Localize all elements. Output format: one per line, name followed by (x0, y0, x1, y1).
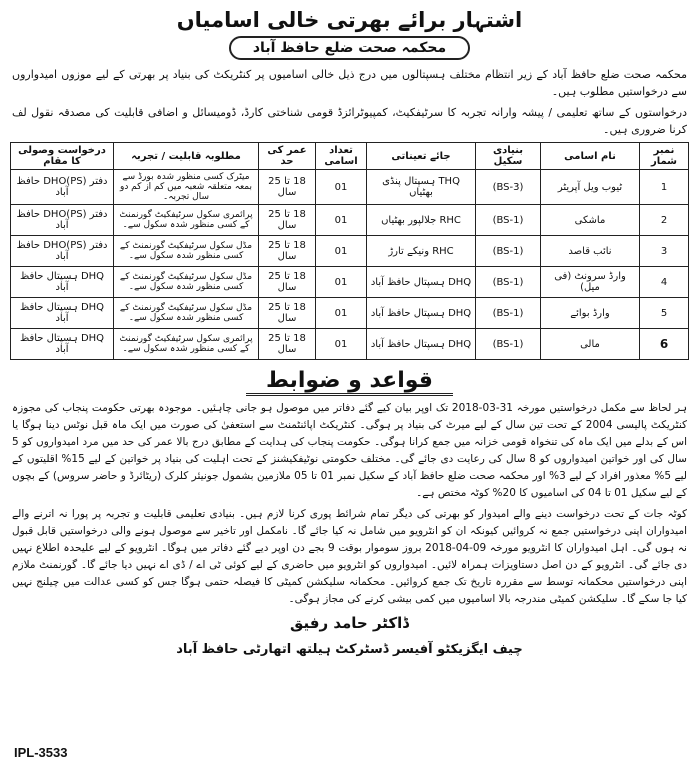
header-age: عمر کی حد (259, 143, 316, 170)
cell-place: THQ ہسپتال پنڈی بھٹیاں (367, 170, 476, 205)
cell-post: مالی (541, 329, 640, 360)
table-row (11, 267, 689, 298)
cell-post: نائب قاصد (541, 236, 640, 267)
cell-scale: (BS-3) (476, 170, 541, 205)
header-scale: بنیادی سکیل (476, 143, 541, 170)
cell-place: DHQ ہسپتال حافظ آباد (367, 267, 476, 298)
cell-count: 01 (316, 170, 367, 205)
table-row (11, 329, 689, 360)
rules-paragraph-1: ہر لحاظ سے مکمل درخواستیں مورخہ 31-03-2018 تک اوپر بیان کیے گئے دفاتر میں موصول ہو جانی چاہئیں۔ موجودہ بھرتی حکومت پنجاب کی مجوزہ کنٹریکٹ پالیسی 2004 کے تحت تین سال کے لیے میرٹ کی بنیاد پر ہوگی۔ کنٹریکٹ اپائنٹمنٹ سے استعفیٰ کی صورت میں ایک ماہ قبل نوٹس دینا ہوگا یا اس کے بدلے میں ایک ماہ کی تنخواہ قومی خزانہ میں جمع کرانا ہوگی۔ حکومت پنجاب کی ہدایت کے مطابق درج بالا عمر کی حد میں مرد امیدواروں کو 5 سال کی اور خواتین امیدواروں کو 8 سال کی رعایت دی جائے گی۔ مختلف حکومتی نوٹیفکیشنز کے تحت اہلیت کی بنیاد پر خواتین کے لیے 15% اقلیتوں کے لیے 5% معذور افراد کے لیے 3% اور محکمہ صحت ضلع حافظ آباد کے سکیل نمبر 01 تا 05 ملازمین بشمول جونیئر کلرک (ریٹائرڈ و حاضر سروس) کے بچوں کے لیے سکیل 01 تا 04 کی اسامیوں کا 20% کوٹہ مختص ہے۔ (12, 402, 687, 499)
cell-count: 01 (316, 329, 367, 360)
cell-post: ٹیوب ویل آپریٹر (541, 170, 640, 205)
cell-apply: DHQ ہسپتال حافظ آباد (11, 267, 114, 298)
cell-post: وارڈ سرونٹ (فی میل) (541, 267, 640, 298)
table-row (11, 236, 689, 267)
department-title: محکمہ صحت ضلع حافظ آباد (229, 36, 470, 60)
cell-sr: 4 (640, 267, 689, 298)
cell-requirement: مڈل سکول سرٹیفکیٹ گورنمنٹ کے کسی منظور شدہ سکول سے۔ (114, 236, 259, 267)
vacancies-table (10, 142, 689, 360)
cell-age: 18 تا 25 سال (259, 329, 316, 360)
cell-apply: DHQ ہسپتال حافظ آباد (11, 298, 114, 329)
cell-apply: دفتر DHO(PS) حافظ آباد (11, 236, 114, 267)
header-sr: نمبر شمار (640, 143, 689, 170)
header-count: تعداد اسامی (316, 143, 367, 170)
cell-count: 01 (316, 298, 367, 329)
cell-place: RHC جلالپور بھٹیاں (367, 205, 476, 236)
cell-age: 18 تا 25 سال (259, 236, 316, 267)
cell-sr: 3 (640, 236, 689, 267)
cell-post: ماشکی (541, 205, 640, 236)
cell-sr: 1 (640, 170, 689, 205)
cell-scale: (BS-1) (476, 267, 541, 298)
cell-scale: (BS-1) (476, 236, 541, 267)
cell-scale: (BS-1) (476, 205, 541, 236)
header-apply: درخواست وصولی کا مقام (11, 143, 114, 170)
cell-sr: 6 (640, 329, 689, 360)
table-header-row (11, 143, 689, 170)
header-post: نام اسامی (541, 143, 640, 170)
signature-block (10, 614, 689, 657)
rules-heading-wrap (10, 368, 689, 396)
cell-requirement: مڈل سکول سرٹیفکیٹ گورنمنٹ کے کسی منظور شدہ سکول سے۔ (114, 267, 259, 298)
cell-requirement: میٹرک کسی منظور شدہ بورڈ سے بمعہ متعلقہ شعبہ میں کم از کم دو سال تجربہ۔ (114, 170, 259, 205)
cell-place: DHQ ہسپتال حافظ آباد (367, 298, 476, 329)
cell-age: 18 تا 25 سال (259, 170, 316, 205)
table-row (11, 298, 689, 329)
page-headline: اشتہار برائے بھرتی خالی اسامیاں (176, 8, 523, 32)
documents-note: درخواستوں کے ساتھ تعلیمی / پیشہ وارانہ تجربہ کا سرٹیفکیٹ، کمپیوٹرائزڈ قومی شناختی کارڈ، ڈومیسائل و اضافی قابلیت کی مصدقہ نقول لف کرنا ضروری ہیں۔ (12, 106, 687, 136)
ipl-code: IPL-3533 (14, 745, 68, 760)
department-wrap (10, 36, 689, 60)
signatory-title: چیف ایگزیکٹو آفیسر ڈسٹرکٹ ہیلتھ اتھارٹی حافظ آباد (176, 642, 523, 657)
cell-age: 18 تا 25 سال (259, 298, 316, 329)
cell-count: 01 (316, 236, 367, 267)
rules-paragraph-2: کوٹہ جات کے تحت درخواست دینے والے امیدوار کو بھرتی کی دیگر تمام شرائط پوری کرنا لازم ہیں۔ بنیادی تعلیمی قابلیت و تجربہ پر پورا نہ اترنے والے امیدواران اپنی درخواستیں جمع نہ کروائیں کیونکہ ان کو انٹرویو میں شامل نہ کیا جائے گا۔ نامکمل اور تاخیر سے موصول ہونے والی درخواستیں قابل قبول نہ ہوں گی۔ اہل امیدواران کا انٹرویو مورخہ 09-04-2018 بروز سوموار بوقت 9 بجے دن اوپر دیے گئے دفاتر میں ہوگا۔ انٹرویو کے لیے علیحدہ اطلاع نہیں دی جائے گی۔ انٹرویو کے دن اصل دستاویزات ہمراہ لائیں۔ امیدواروں کو انٹرویو میں حاضری کے لیے کوئی ٹی اے / ڈی اے نہیں دیا جائے گا۔ گورنمنٹ ملازم اپنی درخواستیں محکمانہ توسط سے مقررہ تاریخ تک جمع کروائیں۔ محکمانہ سلیکشن کمیٹی کا فیصلہ حتمی ہوگا جس کو کسی عدالت میں چیلنج نہیں کیا جا سکے گا۔ سلیکشن کمیٹی مندرجہ بالا اسامیوں میں کمی بیشی کرنے کی مجاز ہوگی۔ (12, 508, 687, 605)
cell-count: 01 (316, 205, 367, 236)
header-requirement: مطلوبہ قابلیت / تجربہ (114, 143, 259, 170)
cell-apply: دفتر DHO(PS) حافظ آباد (11, 205, 114, 236)
cell-scale: (BS-1) (476, 329, 541, 360)
cell-apply: دفتر DHO(PS) حافظ آباد (11, 170, 114, 205)
cell-age: 18 تا 25 سال (259, 267, 316, 298)
cell-requirement: پرائمری سکول سرٹیفکیٹ گورنمنٹ کے کسی منظور شدہ سکول سے۔ (114, 329, 259, 360)
cell-count: 01 (316, 267, 367, 298)
cell-post: وارڈ بوائے (541, 298, 640, 329)
cell-sr: 5 (640, 298, 689, 329)
cell-age: 18 تا 25 سال (259, 205, 316, 236)
cell-scale: (BS-1) (476, 298, 541, 329)
cell-sr: 2 (640, 205, 689, 236)
signatory-name: ڈاکٹر حامد رفیق (290, 614, 409, 632)
table-row (11, 205, 689, 236)
rules-heading: قواعد و ضوابط (246, 368, 453, 396)
cell-requirement: پرائمری سکول سرٹیفکیٹ گورنمنٹ کے کسی منظور شدہ سکول سے۔ (114, 205, 259, 236)
intro-paragraph: محکمہ صحت ضلع حافظ آباد کے زیر انتظام مختلف ہسپتالوں میں درج ذیل خالی اسامیوں پر کنٹریکٹ کی بنیاد پر بھرتی کے لیے موزوں امیدواروں سے درخواستیں مطلوب ہیں۔ (12, 68, 687, 98)
cell-place: RHC ونیکے تارڑ (367, 236, 476, 267)
cell-apply: DHQ ہسپتال حافظ آباد (11, 329, 114, 360)
cell-place: DHQ ہسپتال حافظ آباد (367, 329, 476, 360)
cell-requirement: مڈل سکول سرٹیفکیٹ گورنمنٹ کے کسی منظور شدہ سکول سے۔ (114, 298, 259, 329)
table-row (11, 170, 689, 205)
header-place: جائے تعیناتی (367, 143, 476, 170)
